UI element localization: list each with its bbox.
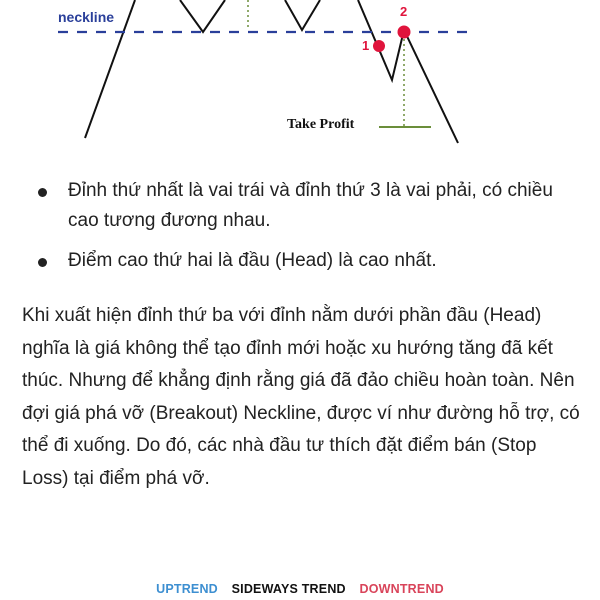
price-line-left-shoulder-valley [180, 0, 225, 32]
body-paragraph: Khi xuất hiện đỉnh thứ ba với đỉnh nằm dưới phần đầu (Head) nghĩa là giá không thể tạo đỉnh mới hoặc xu hướng tăng đã kết thúc. Nhưng để khẳng định rằng giá đã đảo chiều hoàn toàn. Nên đợi giá phá vỡ (Breakout) Neckline, được ví như đường hỗ trợ, có thể đi xuống. Do đó, các nhà đầu tư thích đặt điểm bán (Stop Loss) tại điểm phá vỡ. [22, 305, 580, 489]
downtrend-link[interactable]: DOWNTREND [359, 582, 444, 596]
point-2-label: 2 [400, 4, 408, 19]
head-and-shoulders-diagram [0, 0, 600, 170]
point-2-marker [398, 26, 411, 39]
neckline-label: neckline [58, 9, 115, 25]
price-line-breakdown [358, 0, 458, 143]
trend-nav [0, 582, 600, 596]
bullet-list [38, 176, 583, 286]
bullet-item: Điểm cao thứ hai là đầu (Head) là cao nhất. [38, 246, 583, 276]
uptrend-link[interactable]: UPTREND [156, 582, 218, 596]
take-profit-label: Take Profit [287, 117, 355, 132]
price-line-right-valley [285, 0, 320, 30]
point-1-label: 1 [362, 38, 370, 53]
point-1-marker [373, 40, 385, 52]
sideways-trend-link[interactable]: SIDEWAYS TREND [231, 582, 346, 596]
bullet-item: Đỉnh thứ nhất là vai trái và đỉnh thứ 3 là vai phải, có chiều cao tương đương nhau. [38, 176, 583, 236]
